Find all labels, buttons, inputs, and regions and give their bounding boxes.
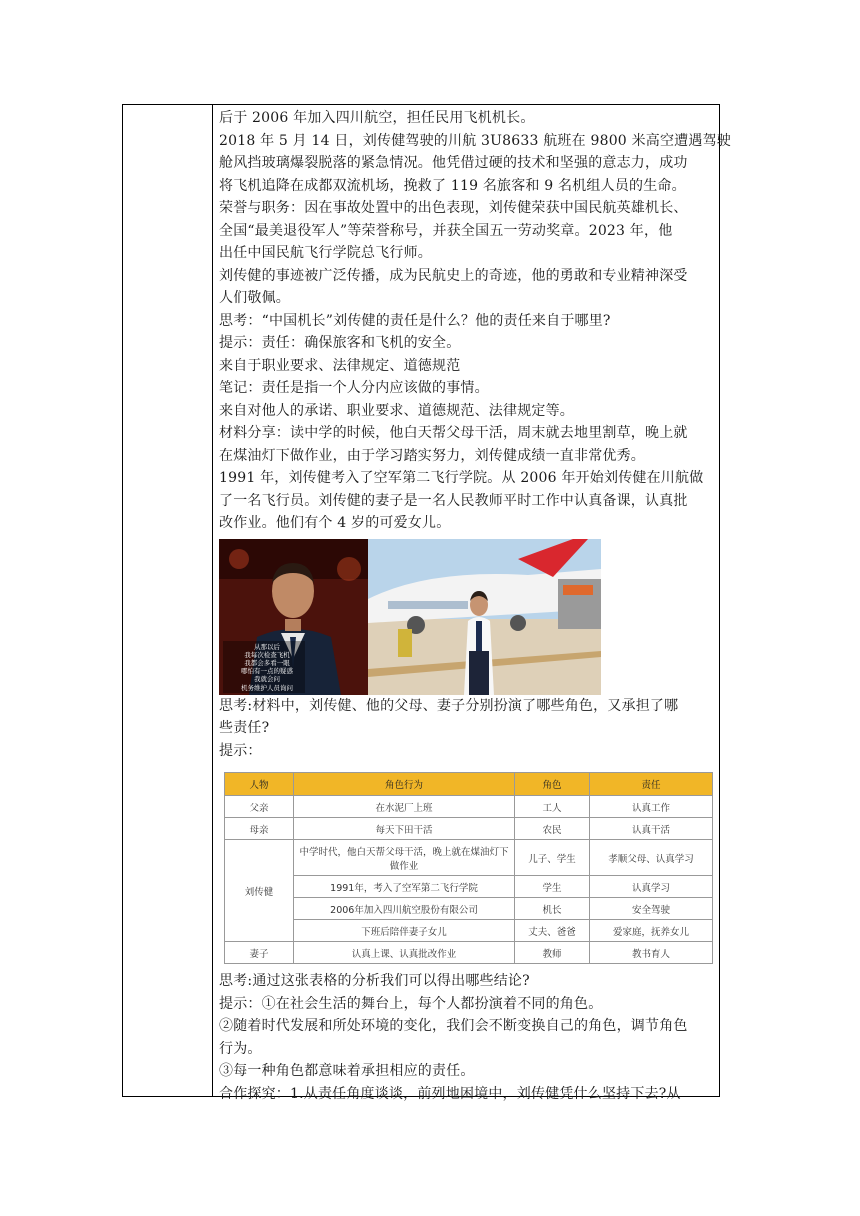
- text-line: 来自于职业要求、法律规定、道德规范: [219, 357, 461, 374]
- cell-person: 父亲: [225, 796, 294, 818]
- text-line: 笔记：责任是指一个人分内应该做的事情。: [219, 380, 489, 396]
- cell-behavior: 1991年，考入了空军第二飞行学院: [294, 876, 515, 898]
- cell-person: 刘传健: [225, 840, 294, 942]
- text-line: 材料分享：读中学的时候，他白天帮父母干活，周末就去地里割草，晚上就: [219, 425, 688, 441]
- text-line: 舱风挡玻璃爆裂脱落的紧急情况。他凭借过硬的技术和坚强的意志力，成功: [219, 155, 688, 171]
- cell-behavior: 认真上课、认真批改作业: [294, 942, 515, 964]
- lesson-table: [122, 104, 731, 1102]
- caption-line: 哪怕有一点的疑惑: [241, 667, 293, 676]
- cell-role: 教师: [515, 942, 590, 964]
- cell-duty: 安全驾驶: [590, 898, 713, 920]
- caption-line: 我都会多看一眼: [244, 658, 290, 667]
- text-line: 后于 2006 年加入四川航空，担任民用飞机机长。: [219, 110, 535, 126]
- text-line: 来自对他人的承诺、职业要求、道德规范、法律规定等。: [219, 402, 574, 419]
- cell-role: 丈夫、爸爸: [515, 920, 590, 942]
- cell-duty: 认真学习: [590, 876, 713, 898]
- text-line: 思考:通过这张表格的分析我们可以得出哪些结论?: [219, 973, 530, 989]
- table-row: [225, 876, 713, 898]
- cell-duty: 教书育人: [590, 942, 713, 964]
- text-line: 提示：责任：确保旅客和飞机的安全。: [219, 335, 461, 351]
- column-divider: [212, 105, 213, 1096]
- text-line: 些责任?: [219, 720, 270, 736]
- text-line: 2018 年 5 月 14 日，刘传健驾驶的川航 3U8633 航班在 9800 米高空遭遇驾驶: [219, 132, 731, 149]
- table-row: [225, 818, 713, 840]
- text-line: 刘传健的事迹被广泛传播，成为民航史上的奇迹，他的勇敢和专业精神深受: [219, 267, 688, 284]
- cell-behavior: 下班后陪伴妻子女儿: [294, 920, 515, 942]
- tv-interview-photo: [219, 539, 368, 695]
- table-header-row: [225, 773, 713, 796]
- column-header: 人物: [225, 773, 294, 796]
- cell-behavior: 2006年加入四川航空股份有限公司: [294, 898, 515, 920]
- caption-line: 我就会问: [254, 675, 280, 684]
- column-header: 角色行为: [294, 773, 515, 796]
- text-line: 思考：“中国机长”刘传健的责任是什么？他的责任来自于哪里?: [219, 312, 611, 329]
- paragraph-block-mid: [219, 695, 715, 763]
- cell-behavior: 每天下田干活: [294, 818, 515, 840]
- text-line: 提示：: [219, 742, 262, 759]
- text-line: 1991 年，刘传健考入了空军第二飞行学院。从 2006 年开始刘传健在川航做: [219, 470, 704, 486]
- text-line: 改作业。他们有个 4 岁的可爱女儿。: [219, 515, 451, 531]
- pilot-illustration: [368, 539, 601, 695]
- caption-line: 从那以后: [254, 642, 280, 651]
- table-row: [225, 942, 713, 964]
- text-line: 了一名飞行员。刘传健的妻子是一名人民教师平时工作中认真备课，认真批: [219, 492, 688, 509]
- text-line: ②随着时代发展和所处环境的变化，我们会不断变换自己的角色，调节角色: [219, 1018, 688, 1034]
- text-line: 提示：①在社会生活的舞台上，每个人都扮演着不同的角色。: [219, 995, 603, 1012]
- cell-duty: 认真干活: [590, 818, 713, 840]
- cell-behavior: 中学时代，他白天帮父母干活，晚上就在煤油灯下做作业: [294, 840, 515, 876]
- cell-role: 工人: [515, 796, 590, 818]
- text-line: 荣誉与职务：因在事故处置中的出色表现，刘传健荣获中国民航英雄机长、: [219, 200, 688, 216]
- paragraph-block-bottom: [219, 970, 715, 1105]
- table-row: [225, 796, 713, 818]
- cell-role: 机长: [515, 898, 590, 920]
- photo-caption: [225, 643, 309, 692]
- paragraph-block-top: [219, 107, 731, 535]
- roles-table: [224, 772, 713, 964]
- pilot-airport-photo: [368, 539, 601, 695]
- cell-person: 母亲: [225, 818, 294, 840]
- text-line: 出任中国民航飞行学院总飞行师。: [219, 245, 432, 261]
- table-row: [225, 920, 713, 942]
- lesson-content: [219, 107, 731, 1105]
- table-row: [225, 840, 713, 876]
- caption-line: 机务维护人员询问: [241, 683, 293, 692]
- cell-role: 农民: [515, 818, 590, 840]
- cell-role: 学生: [515, 876, 590, 898]
- text-line: 行为。: [219, 1040, 262, 1057]
- column-header: 角色: [515, 773, 590, 796]
- cell-duty: 爱家庭，抚养女儿: [590, 920, 713, 942]
- text-line: 全国“最美退役军人”等荣誉称号，并获全国五一劳动奖章。2023 年，他: [219, 222, 673, 239]
- cell-behavior: 在水泥厂上班: [294, 796, 515, 818]
- text-line: 合作探究：1.从责任角度谈谈，前列地困境中，刘传健凭什么坚持下去?从: [219, 1085, 681, 1102]
- cell-duty: 孝顺父母、认真学习: [590, 840, 713, 876]
- photo-row: [219, 539, 715, 695]
- column-header: 责任: [590, 773, 713, 796]
- table-row: [225, 898, 713, 920]
- text-line: 人们敬佩。: [219, 290, 290, 306]
- caption-line: 我每次检查飞机: [244, 650, 290, 659]
- text-line: 思考:材料中，刘传健、他的父母、妻子分别扮演了哪些角色，又承担了哪: [219, 697, 679, 714]
- text-line: 将飞机追降在成都双流机场，挽救了 119 名旅客和 9 名机组人员的生命。: [219, 177, 686, 194]
- cell-duty: 认真工作: [590, 796, 713, 818]
- cell-role: 儿子、学生: [515, 840, 590, 876]
- cell-person: 妻子: [225, 942, 294, 964]
- text-line: 在煤油灯下做作业，由于学习踏实努力，刘传健成绩一直非常优秀。: [219, 447, 645, 464]
- text-line: ③每一种角色都意味着承担相应的责任。: [219, 1063, 475, 1079]
